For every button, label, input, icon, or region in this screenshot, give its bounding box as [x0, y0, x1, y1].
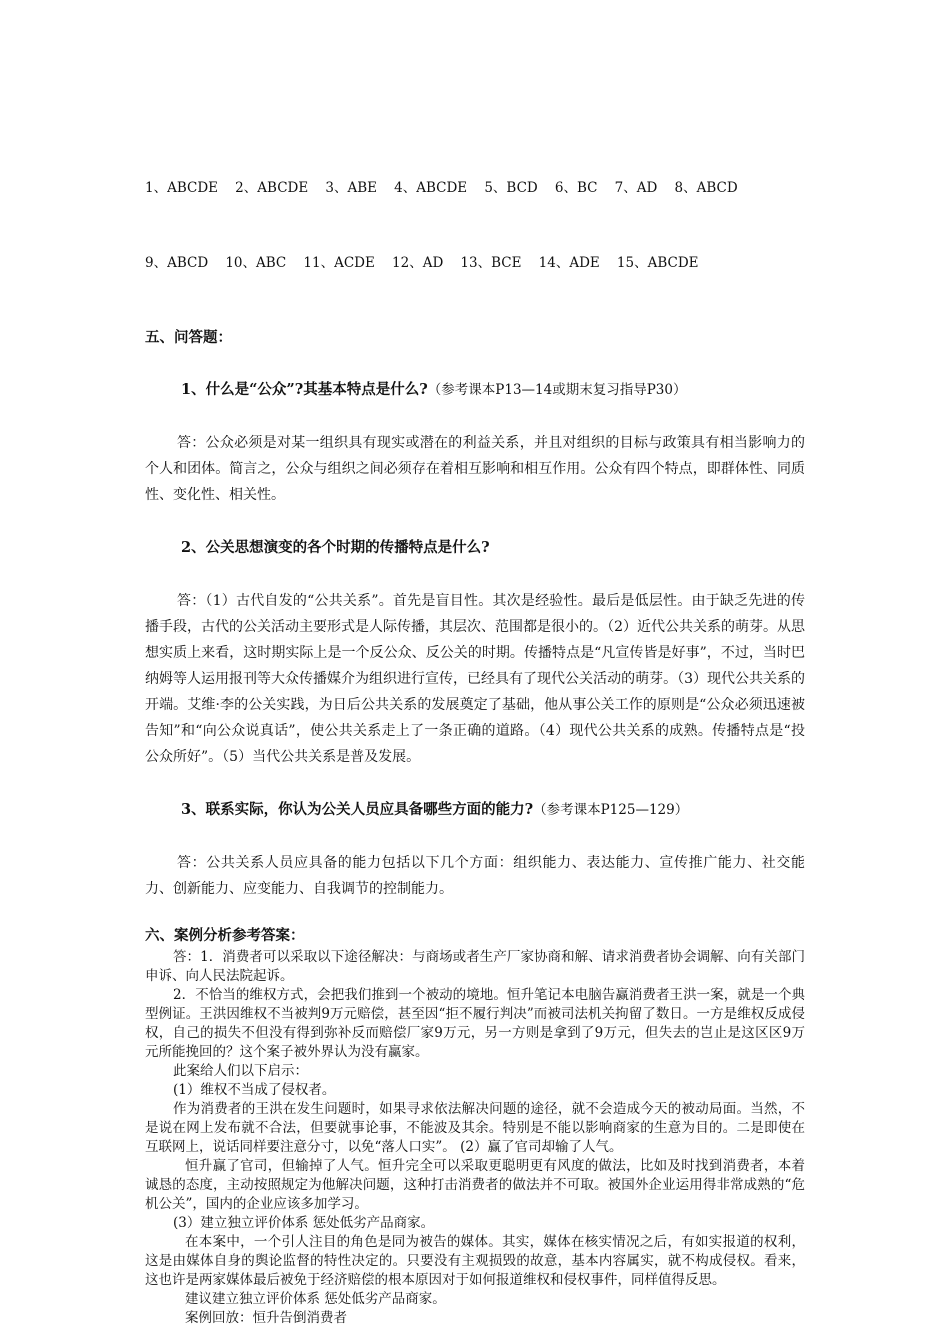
answer-key-row-2: 9、ABCD 10、ABC 11、ACDE 12、AD 13、BCE 14、ADE 15、ABCDE — [145, 255, 699, 271]
answer-key — [145, 126, 805, 326]
question-2-text: 2、公关思想演变的各个时期的传播特点是什么? — [181, 539, 490, 556]
answer-key-row-1: 1、ABCDE 2、ABCDE 3、ABE 4、ABCDE 5、BCD 6、BC 7、AD 8、ABCD — [145, 180, 738, 196]
case-paragraph-5: 作为消费者的王洪在发生问题时，如果寻求依法解决问题的途径，就不会造成今天的被动局面。当然，不是说在网上发布就不合法，但要就事论事，不能波及其余。特别是不能以影响商家的生意为目的。二是即使在互联网上，说话同样要注意分寸，以免“落人口实”。 (2）赢了官司却输了人气。 — [145, 1101, 805, 1155]
answer-2: 答：（1）古代自发的“公共关系”。首先是盲目性。其次是经验性。最后是低层性。由于缺乏先进的传播手段，古代的公关活动主要形式是人际传播，其层次、范围都是很小的。（2）近代公共关系的萌芽。从思想实质上来看，这时期实际上是一个反公众、反公关的时期。传播特点是“凡宣传皆是好事”，不过，当时巴纳姆等人运用报刊等大众传播媒介为组织进行宣传，已经具有了现代公关活动的萌芽。（3）现代公共关系的开端。艾维·李的公关实践，为日后公共关系的发展奠定了基础，他从事公关工作的原则是“公众必须迅速被告知”和“向公众说真话”，使公共关系走上了一条正确的道路。（4）现代公共关系的成熟。传播特点是“投公众所好”。（5）当代公共关系是普及发展。 — [145, 593, 805, 765]
question-3 — [145, 798, 805, 822]
case-paragraph-3: 此案给人们以下启示： — [173, 1063, 308, 1079]
case-paragraph-6: 恒升赢了官司，但输掉了人气。恒升完全可以采取更聪明更有风度的做法，比如及时找到消费者，本着诚恳的态度，主动按照规定为他解决问题，这种打击消费者的做法并不可取。被国外企业运用得非常成熟的“危机公关”，国内的企业应该多加学习。 — [145, 1158, 805, 1212]
section-5-title: 五、问答题： — [145, 329, 232, 346]
case-paragraph-9: 建议建立独立评价体系 惩处低劣产品商家。 — [185, 1291, 446, 1307]
section-6-title: 六、案例分析参考答案： — [145, 927, 305, 944]
case-paragraph-8: 在本案中，一个引人注目的角色是同为被告的媒体。其实，媒体在核实情况之后，有如实报道的权利，这是由媒体自身的舆论监督的特性决定的。只要没有主观损毁的故意，基本内容属实，就不构成侵权。看来，这也许是两家媒体最后被免于经济赔偿的根本原因对于如何报道维权和侵权事件，同样值得反思。 — [145, 1234, 805, 1288]
case-paragraph-7: (3）建立独立评价体系 惩处低劣产品商家。 — [173, 1215, 435, 1231]
question-3-reference: （参考课本P125—129） — [533, 802, 689, 818]
document-content — [145, 126, 805, 1328]
case-paragraph-2: 2．不恰当的维权方式，会把我们推到一个被动的境地。恒升笔记本电脑告赢消费者王洪一案，就是一个典型例证。王洪因维权不当被判9万元赔偿，甚至因“拒不履行判决”而被司法机关拘留了数日。一方是维权反成侵权，自己的损失不但没有得到弥补反而赔偿厂家9万元，另一方则是拿到了9万元，但失去的岂止是这区区9万元所能挽回的？这个案子被外界认为没有赢家。 — [145, 987, 805, 1060]
question-3-text: 3、联系实际，你认为公关人员应具备哪些方面的能力? — [181, 801, 534, 818]
question-2 — [145, 536, 805, 560]
question-1 — [145, 378, 805, 402]
case-paragraph-1: 答：1．消费者可以采取以下途径解决：与商场或者生产厂家协商和解、请求消费者协会调解、向有关部门申诉、向人民法院起诉。 — [145, 949, 805, 984]
question-1-reference: （参考课本P13—14或期末复习指导P30） — [427, 382, 687, 398]
answer-3: 答：公共关系人员应具备的能力包括以下几个方面：组织能力、表达能力、宣传推广能力、社交能力、创新能力、应变能力、自我调节的控制能力。 — [145, 855, 805, 897]
answer-1: 答：公众必须是对某一组织具有现实或潜在的利益关系，并且对组织的目标与政策具有相当影响力的个人和团体。简言之，公众与组织之间必须存在着相互影响和相互作用。公众有四个特点，即群体性、同质性、变化性、相关性。 — [145, 435, 805, 503]
case-paragraph-4: (1）维权不当成了侵权者。 — [173, 1082, 336, 1098]
question-1-text: 1、什么是“公众”?其基本特点是什么? — [181, 381, 428, 398]
case-paragraph-10: 案例回放：恒升告倒消费者 — [185, 1310, 347, 1326]
